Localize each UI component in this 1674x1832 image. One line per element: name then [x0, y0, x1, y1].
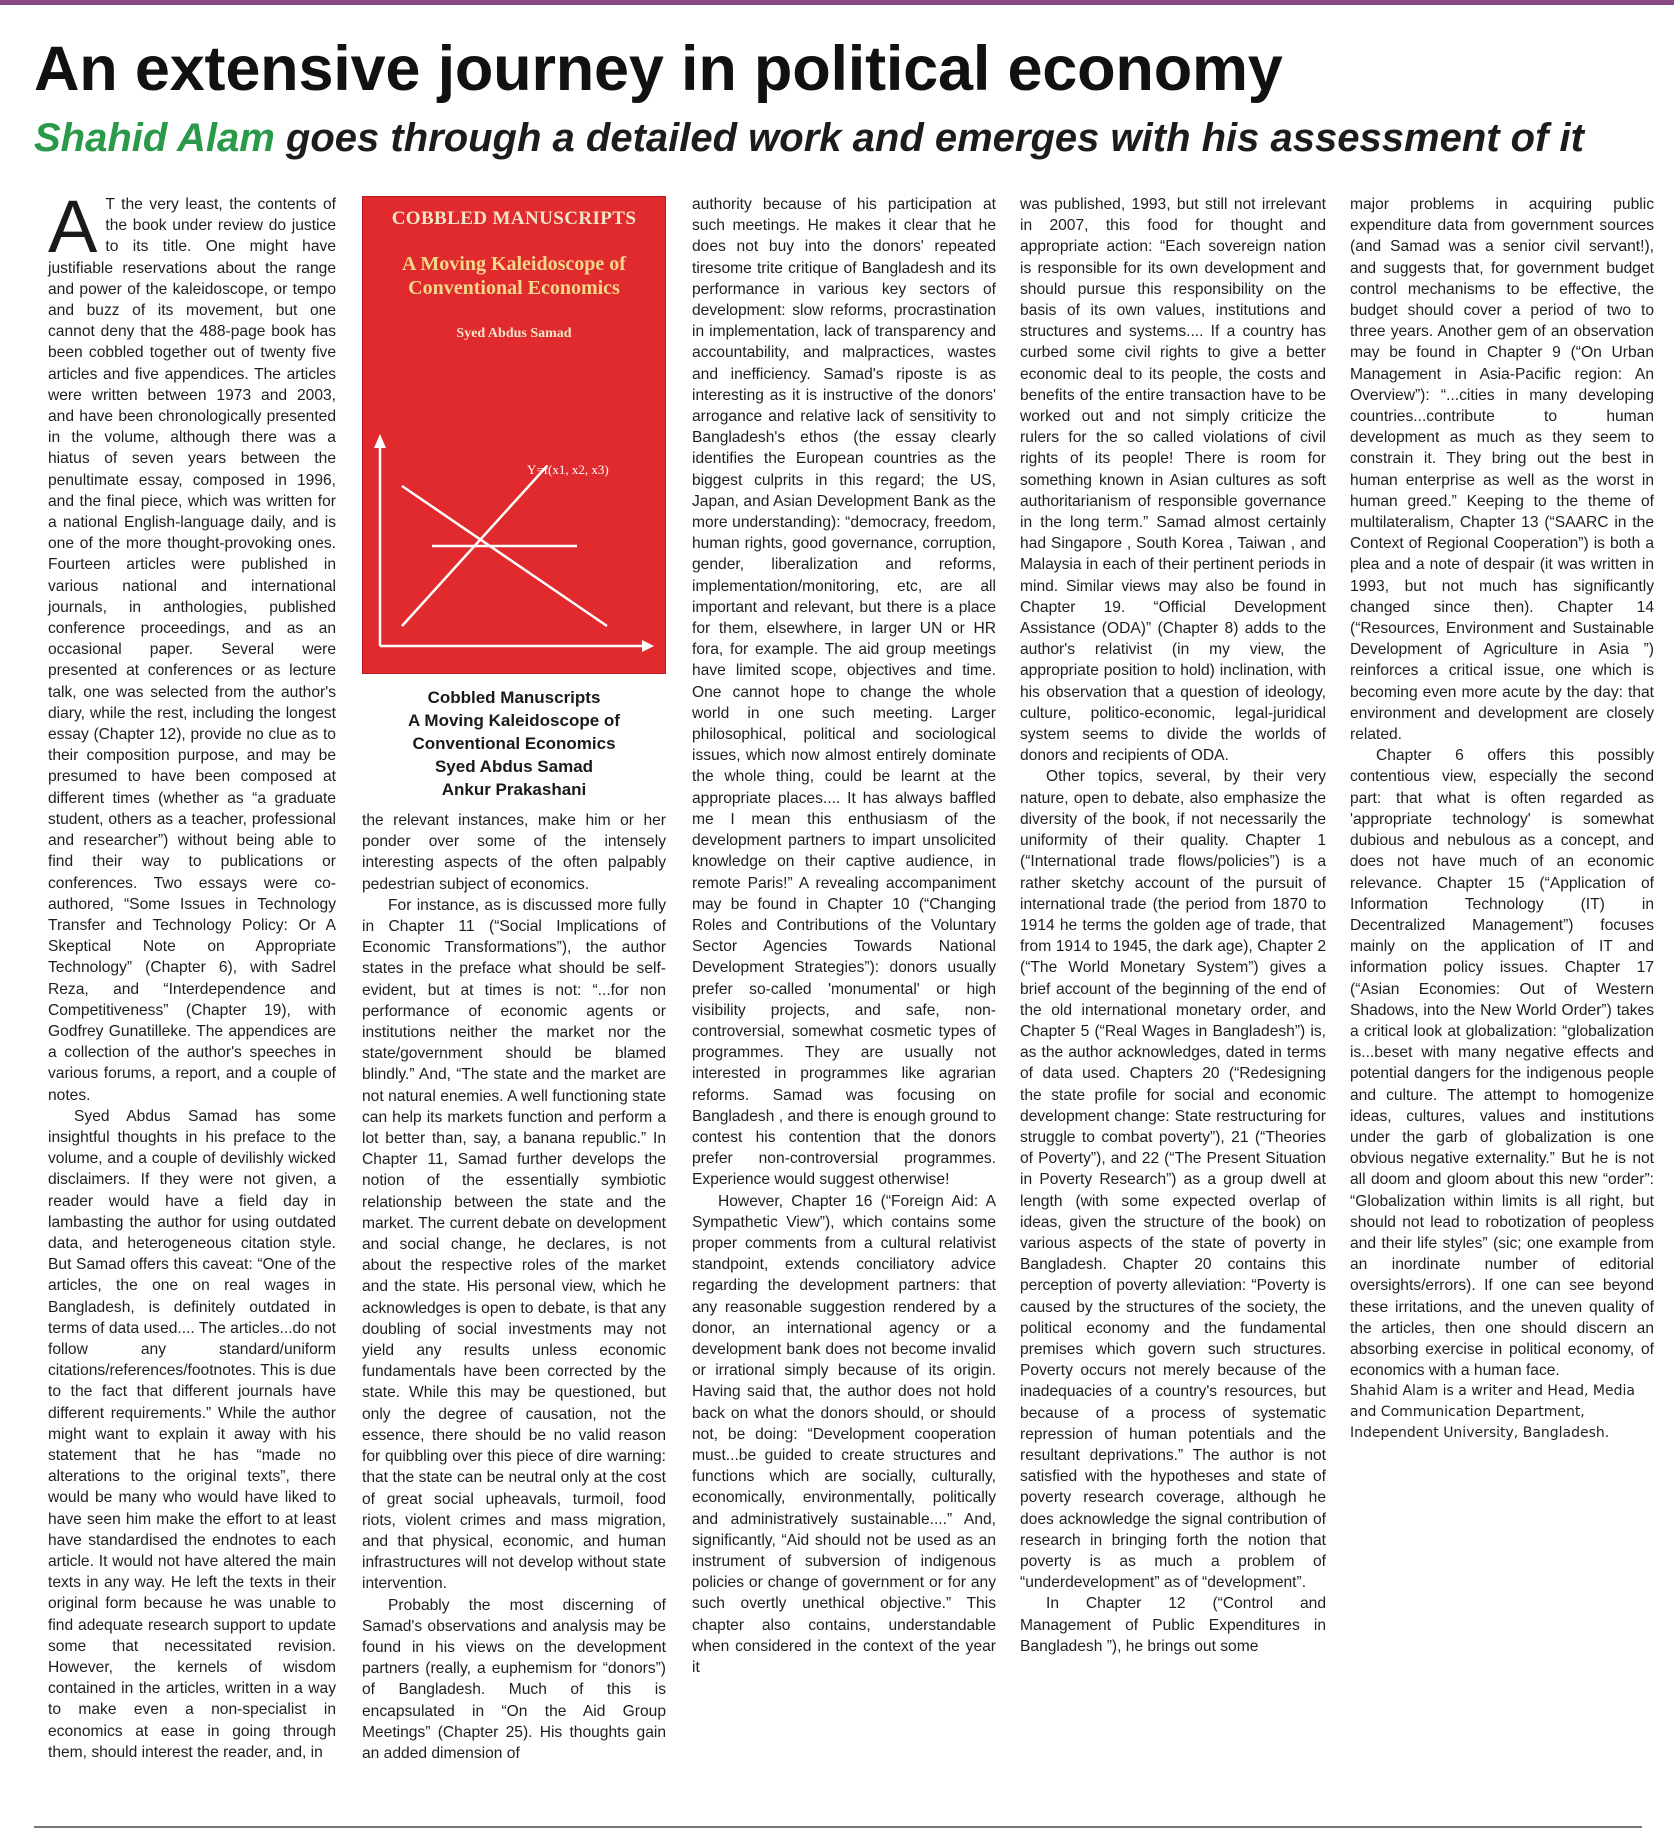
- deck-author-name: Shahid Alam: [34, 116, 275, 160]
- book-cover-image: [362, 196, 666, 674]
- deck-text: goes through a detailed work and emerges with his assessment of it: [274, 116, 1584, 160]
- cover-author: Syed Abdus Samad: [456, 326, 572, 341]
- paragraph: A T the very least, the contents of the book under review do justice to its title. One might have justifiable reservations about the range and power of the kaleidoscope, or tempo and buzz of its movement, but one cannot deny that the 488-page book has been cobbled together out of twenty five articles and five appendices. The articles were written between 1973 and 2003, and have been chronologically presented in the volume, although there was a hiatus of seven years between the penultimate essay, composed in 1996, and the final piece, which was written for a national English-language daily, and is one of the more thought-provoking ones. Fourteen articles were published in various national and international journals, in anthologies, published conference proceedings, and as an occasional paper. Several were presented at conferences or as lecture talk, one was selected from the author's diary, while the rest, including the longest essay (Chapter 12), provide no clue as to their composition purpose, and may be presumed to have been composed at different times (whether as “a graduate student, others as a teacher, professional and researcher”) without being able to find their way to publications or conferences. Two essays were co-authored, “Some Issues in Technology Transfer and Technology Policy: Or A Skeptical Note on Appropriate Technology” (Chapter 6), with Sadrel Reza, and “Interdependence and Competitiveness” (Chapter 19), with Godfrey Gunatilleke. The appendices are a collection of the author's speeches in various forums, a report, and a couple of notes.: [48, 185, 336, 1104]
- author-bio: Shahid Alam is a writer and Head, Media and Communication Department, Independent University, Bangladesh.: [1350, 1383, 1635, 1442]
- caption-line: Syed Abdus Samad: [434, 757, 594, 776]
- column-5: [1350, 194, 1654, 1444]
- drop-cap: A: [48, 185, 98, 268]
- caption-line: Cobbled Manuscripts: [427, 688, 601, 707]
- caption-line: Conventional Economics: [412, 734, 616, 753]
- paragraph: major problems in acquiring public expenditure data from government sources (and Samad was a senior civil servant!), and suggests that, for government budget control mechanisms to be effective, the budget should cover a period of two to three years. Another gem of an observation may be found in Chapter 9 (“On Urban Management in Asia-Pacific region: An Overview”): “...cities in many developing countries...contribute to human development as much as they seem to constrain it. They bring out the best in human enterprise as well as the worst in human greed.” Keeping to the theme of multilateralism, Chapter 13 (“SAARC in the Context of Regional Cooperation”) is both a plea and a note of despair (it was written in 1993, but not much has significantly changed since then). Chapter 14 (“Resources, Environment and Sustainable Development of Agriculture in Asia ”) reinforces a critical issue, one which is becoming even more acute by the day: that environment and development are closely related.: [1350, 196, 1654, 744]
- top-rule: [0, 0, 1674, 5]
- paragraph: For instance, as is discussed more fully in Chapter 11 (“Social Implications of Economic Transformations”), the author states in the preface what should be self-evident, but at times is not: “...for non performance of economic agents or institutions neither the market nor the state/government should be blamed blindly.” And, “The state and the market are not natural enemies. A well functioning state can help its markets function and perform a lot better than, say, a banana republic.” In Chapter 11, Samad further develops the notion of the essentially symbiotic relationship between the state and the market. The current debate on development and social change, he declares, is not about the respective roles of the market and the state. His personal view, which he acknowledges is open to debate, is that any doubling of social investments may not yield any results unless economic fundamentals have been corrected by the state. While this may be questioned, but only the degree of causation, not the essence, there should be no valid reason for quibbling over this piece of dire warning: that the state can be neutral only at the cost of great social upheavals, turmoil, food riots, violent crimes and mass migration, and that physical, economic, and human infrastructures will not develop without state intervention.: [362, 896, 666, 1593]
- cover-series-title: COBBLED MANUSCRIPTS: [391, 208, 637, 229]
- column-1: [48, 185, 336, 1763]
- column-4: [1020, 194, 1326, 1657]
- paragraph: Other topics, several, by their very nature, open to debate, also emphasize the diversity of the book, if not necessarily the uniformity of their quality. Chapter 1 (“International trade flows/policies”) is a rather sketchy account of the pursuit of international trade (the period from 1870 to 1914 he terms the golden age of trade, that from 1914 to 1945, the dark age), Chapter 2 (“The World Monetary System”) gives a brief account of the beginning of the end of the old international monetary order, and Chapter 5 (“Real Wages in Bangladesh”) is, as the author acknowledges, dated in terms of data used. Chapters 20 (“Redesigning the state profile for social and economic development change: State restructuring for struggle to combat poverty”), 21 (“Theories of Poverty”), and 22 (“The Present Situation in Poverty Research”) as a group dwell at length (with some expected overlap of ideas, given the structure of the book) on various aspects of the state of poverty in Bangladesh. Chapter 20 contains this perception of poverty alleviation: “Poverty is caused by the structures of the society, the political economy and the fundamental premises which govern such structures. Poverty occurs not merely because of the inadequacies of a country's resources, but because of a process of systematic repression of human potentials and the resultant deprivations.” The author is not satisfied with the hypotheses and state of poverty research coverage, although he does acknowledge the signal contribution of research in bringing forth the notion that poverty is as much a problem of “underdevelopment” as of “development”.: [1020, 768, 1326, 1592]
- paragraph: Chapter 6 offers this possibly contentious view, especially the second part: that what is often regarded as 'appropriate technology' is somewhat dubious and nebulous as a concept, and does not have much of an economic relevance. Chapter 15 (“Application of Information Technology (IT) in Decentralized Management”) focuses mainly on the application of IT and information policy issues. Chapter 17 (“Asian Economies: Out of Western Shadows, into the New World Order”) takes a critical look at globalization: “globalization is...beset with many negative effects and potential dangers for the indigenous people and culture. The attempt to homogenize ideas, cultures, values and institutions under the garb of globalization is one obvious negative externality.” But he is not all doom and gloom about this new “order”: “Globalization within limits is all right, but should not lead to robotization of peopless and their life styles” (sic; one example from an inordinate number of editorial oversights/errors). If one can see beyond these irritations, and the uneven quality of the articles, then one should discern an absorbing exercise in political economy, of economics with a human face.: [1350, 747, 1654, 1380]
- paragraph: Probably the most discerning of Samad's observations and analysis may be found in his views on the development partners (really, a euphemism for “donors”) of Bangladesh. Much of this is encapsulated in “On the Aid Group Meetings” (Chapter 25). His thoughts gain an added dimension of: [362, 1596, 666, 1762]
- cover-title: A Moving Kaleidoscope of Conventional Economics: [402, 253, 626, 299]
- caption-line: A Moving Kaleidoscope of: [408, 711, 620, 730]
- headline: An extensive journey in political economy: [34, 34, 1283, 104]
- paragraph: However, Chapter 16 (“Foreign Aid: A Sympathetic View”), which contains some proper comments from a cultural relativist standpoint, extends conciliatory advice regarding the development partners: that any reasonable suggestion rendered by a donor, an international agency or a development bank does not become invalid or irrational simply because of its origin. Having said that, the author does not hold back on what the donors should, or should not, be doing: “Development cooperation must...be guided to create structures and functions which are socially, culturally, economically, environmentally, politically and administratively sustainable....” And, significantly, “Aid should not be used as an instrument of subversion of indigenous policies or change of government or for any such overtly unethical objective.” This chapter also contains, understandable when considered in the context of the year it: [692, 1192, 996, 1677]
- column-2: [362, 810, 666, 1764]
- cover-graph-illustration: [372, 426, 656, 666]
- paragraph: was published, 1993, but still not irrelevant in 2007, this food for thought and appropriate action: “Each sovereign nation is responsible for its own development and should pursue this responsibility on the basis of its own values, institutions and structures and systems.... If a country has curbed some civil rights to give a better economic deal to its people, the costs and benefits of the entire transaction have to be worked out and not simply criticize the rulers for the so called violations of civil rights of its people! There is room for something known in Asian cultures as soft authoritarianism of responsible governance in the long term.” Samad almost certainly had Singapore , South Korea , Taiwan , and Malaysia in each of their pertinent periods in mind. Similar views may also be found in Chapter 19. “Official Development Assistance (ODA)” (Chapter 8) adds to the author's relativist (in my view, the appropriate position to hold) inclination, with his observation that a question of ideology, culture, politico-economic, legal-juridical system seems to divide the worlds of donors and recipients of ODA.: [1020, 196, 1326, 765]
- paragraph: In Chapter 12 (“Control and Management of Public Expenditures in Bangladesh ”), he brings out some: [1020, 1595, 1326, 1655]
- caption-line: Ankur Prakashani: [441, 780, 587, 799]
- book-caption: [362, 686, 666, 801]
- column-3: [692, 194, 996, 1678]
- paragraph: authority because of his participation at such meetings. He makes it clear that he does not buy into the donors' repeated tiresome trite critique of Bangladesh and its performance in various key sectors of development: slow reforms, procrastination in implementation, lack of transparency and accountability, and malpractices, wastes and inefficiency. Samad's riposte is as interesting as it is instructive of the donors' arrogance and relative lack of sensitivity to Bangladesh's ethos (the essay clearly identifies the European countries as the biggest culprits in this regard; the US, Japan, and Asian Development Bank as the more understanding): “democracy, freedom, human rights, good governance, corruption, gender, liberalization and reforms, implementation/monitoring, etc, are all important and relevant, but there is a place for them, elsewhere, in larger UN or HR fora, for example. The aid group meetings have limited scope, objectives and time. One cannot hope to change the whole world in one such meeting. Larger philosophical, political and sociological issues, which now almost entirely dominate the whole thing, could be learnt at the appropriate places.... It has always baffled me I mean this enthusiasm of the development partners to impart unsolicited knowledge on their captive audience, in remote Paris!” A revealing accompaniment may be found in Chapter 10 (“Changing Roles and Contributions of the Voluntary Sector Agencies Towards National Development Strategies”): donors usually prefer so-called 'monumental' or high visibility projects, and safe, non-controversial, somewhat cosmetic types of programmes. They are usually not interested in programmes like agrarian reforms. Samad was focusing on Bangladesh , and there is enough ground to contest his contention that the donors prefer non-controversial programmes. Experience would suggest otherwise!: [692, 196, 996, 1189]
- bottom-rule: [34, 1826, 1642, 1828]
- deck: [34, 112, 1584, 164]
- paragraph: Syed Abdus Samad has some insightful thoughts in his preface to the volume, and a couple of devilishly wicked disclaimers. If they were not given, a reader would have a field day in lambasting the author for using outdated data, and heterogeneous citation style. But Samad offers this caveat: “One of the articles, the one on real wages in Bangladesh, is definitely outdated in terms of data used.... The articles...do not follow any standard/uniform citations/references/footnotes. This is due to the fact that different journals have different requirements.” While the author might want to explain it away with his statement that he has “made no alterations to the original texts”, there would be many who would have liked to have seen him make the effort to at least have standardised the endnotes to each article. It would not have altered the main texts in any way. He left the texts in their original form because he was unable to find adequate research support to update some that necessitated revision. However, the kernels of wisdom contained in the articles, written in a way to make even a non-specialist in economics at ease in going through them, should interest the reader, and, in: [48, 1107, 336, 1761]
- cover-graph-label: Y=f(x1, x2, x3): [527, 462, 609, 477]
- paragraph: the relevant instances, make him or her ponder over some of the intensely interesting aspects of the often palpably pedestrian subject of economics.: [362, 812, 666, 893]
